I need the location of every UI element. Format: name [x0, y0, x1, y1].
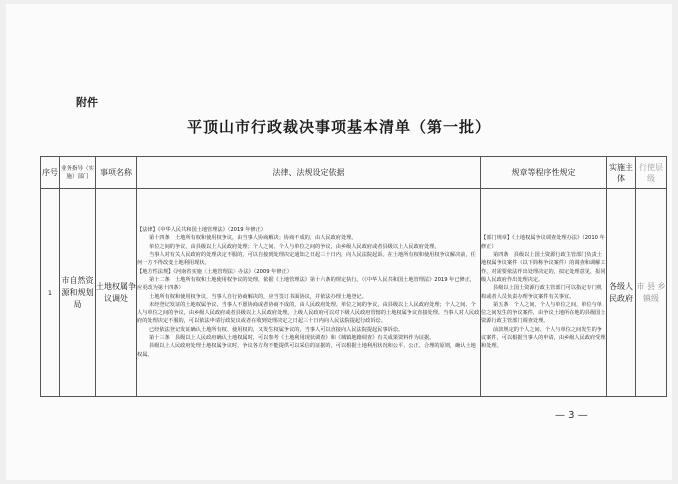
row-dept: 市自然资源和规划局	[60, 189, 96, 397]
law-paragraph: 当事人对有关人民政府的处理决定不服的，可以自接到处理决定通知之日起三十日内，向人民法院起诉。在土地所有权和使用权争议解决前，任何一方不得改变土地利用现状。	[137, 252, 476, 267]
header-seq: 序号	[41, 157, 60, 189]
header-level: 行使层级	[636, 157, 667, 189]
law-paragraph: 土地所有权和使用权争议，当事人自行协商解决的，应当签订书面协议，并依法办理土地登记。	[149, 293, 367, 300]
procedure-paragraph: 第五条 个人之间、个人与单位之间、单位与单位之间发生的争议案件，由争议土地所在地的县级国土资源行政主管部门调查处理。	[481, 301, 606, 325]
procedure-paragraph: 第四条 县级以上国土资源行政主管部门负责土地权属争议案件（以下简称争议案件）的调查和调解工作，对需要依法作出处理决定的，拟定处理意见，报同级人民政府作出处理决定。	[481, 252, 606, 283]
row-seq: 1	[41, 189, 60, 397]
row-law-basis	[137, 189, 481, 397]
procedure-paragraph: 【部门规章】《土地权属争议调查处理办法》（2010 年修正）	[481, 235, 605, 250]
law-paragraph: 【地方性法规】《河南省实施〈土地管理法〉办法》（2009 年修正）	[137, 268, 292, 275]
procedure-paragraph: 前款规定的个人之间、个人与单位之间发生的争议案件，可以根据当事人的申请，由乡级人民政府受理和处理。	[481, 326, 606, 350]
procedure-paragraph: 县级以上国土资源行政主管部门可以指定专门机构或者人员负责办理争议案件有关事宜。	[481, 285, 602, 300]
law-paragraph: 第十四条 土地所有权和使用权争议，由当事人协商解决；协商不成的，由人民政府处理。	[149, 235, 357, 242]
table-row	[41, 189, 667, 397]
table-header-row	[41, 157, 667, 189]
header-subject: 实施主体	[607, 157, 636, 189]
row-procedure	[481, 189, 607, 397]
law-paragraph: 县级以上人民政府处理土地权属争议时，争议各方均不能提供可以采信的证据的，可以根据土地利用状况和公平、公正、合理的原则，确认土地权属。	[137, 343, 476, 358]
law-paragraph: 第十三条 县级以上人民政府确认土地权属时，可以参考《土地利用现状调查》和《城镇地籍调查》有关成果资料作为证据。	[149, 334, 435, 341]
law-paragraph: 已经依法登记发证确认土地所有权、使用权的，又发生权属争议的，当事人可以直接向人民法院提起民事诉讼。	[149, 326, 404, 333]
row-item: 土地权属争议调处	[96, 189, 137, 397]
page-number: — 3 —	[555, 410, 588, 421]
document-title: 平顶山市行政裁决事项基本清单（第一批）	[186, 118, 491, 136]
header-proc: 规章等程序性规定	[481, 157, 607, 189]
header-law: 法律、法规设定依据	[137, 157, 481, 189]
law-paragraph: 第十二条 土地所有权和土地使用权争议的处理，依据《土地管理法》第十六条的规定执行。（《中华人民共和国土地管理法》2019 年已修正，应更改为第十四条）	[137, 276, 476, 292]
header-item: 事项名称	[96, 157, 137, 189]
matter-table	[40, 156, 667, 397]
row-level: 市 县 乡镇级	[636, 189, 667, 397]
law-paragraph: 单位之间的争议，由县级以上人民政府处理；个人之间、个人与单位之间的争议，由乡级人民政府或者县级以上人民政府处理。	[149, 243, 440, 250]
attachment-label: 附件	[76, 96, 98, 109]
header-dept: 业务指导（实施）部门	[60, 157, 96, 189]
law-paragraph: 【法律】《中华人民共和国土地管理法》（2019 年修正）	[137, 227, 266, 234]
law-paragraph: 未经登记发证的土地权属争议，当事人不愿协商或者协商不成的，由人民政府处理。单位之间的争议，由县级以上人民政府处理；个人之间、个人与单位之间的争议，由乡级人民政府或者县级以上人民政府处理。上级人民政府可以对下级人民政府管辖的土地权属争议直接处理。当事人对人民政府的处理决定不服的，可以依法申请行政复议或者在收到处理决定之日起三十日内向人民法院提起行政诉讼。	[137, 301, 480, 325]
row-subject: 各级人民政府	[607, 189, 636, 397]
